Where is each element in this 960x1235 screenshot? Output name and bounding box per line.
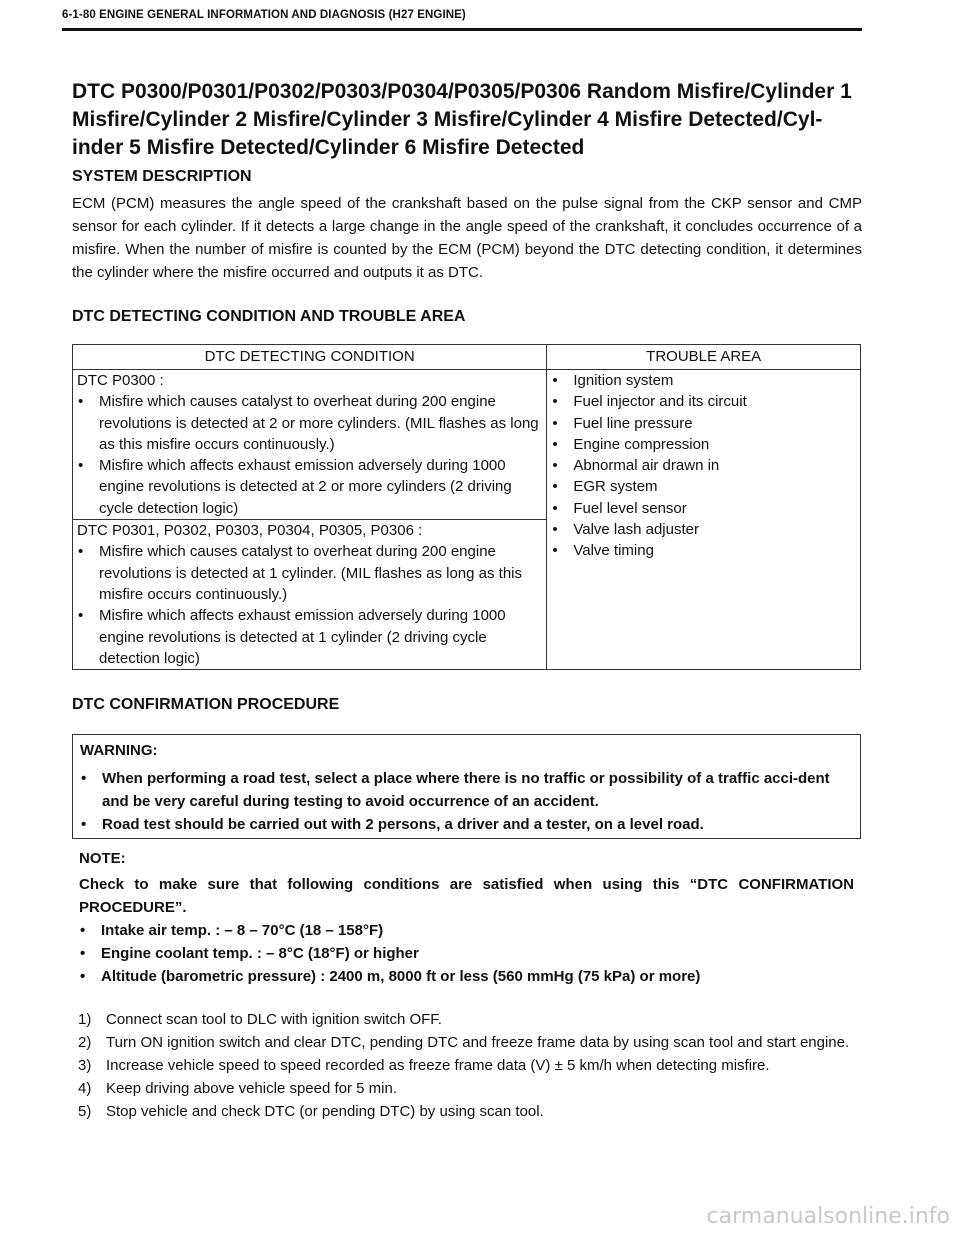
list-item: • Fuel level sensor xyxy=(551,498,856,519)
bullet-icon: • xyxy=(552,372,558,389)
page-title: DTC P0300/P0301/P0302/P0303/P0304/P0305/P0306 Random Misfire/Cylinder 1 Misfire/Cylinder 2 Misfire/Cylinder 3 Misfire/Cylinder 4 Misfire Detected/Cyl-inder 5 Misfire Detected/Cylinder 6 Misfire Detected xyxy=(72,80,852,159)
warning-box xyxy=(72,734,861,839)
list-item: • Altitude (barometric pressure) : 2400 m, 8000 ft or less (560 mmHg (75 kPa) or more) xyxy=(79,965,854,988)
note-list xyxy=(79,919,854,988)
note-text: Check to make sure that following conditions are satisfied when using this “DTC CONFIRMATION PROCEDURE”. xyxy=(79,876,854,917)
list-item: • Engine compression xyxy=(551,434,856,455)
watermark: carmanualsonline.info xyxy=(706,1204,950,1229)
system-description-heading: SYSTEM DESCRIPTION xyxy=(72,168,252,185)
condition-cell-p0301-p0306 xyxy=(73,520,547,670)
list-item: • When performing a road test, select a place where there is no traffic or possibility of a traffic acci-dent and be very careful during testing to avoid occurrence of an accident. xyxy=(80,767,853,813)
confirmation-heading: DTC CONFIRMATION PROCEDURE xyxy=(72,696,340,714)
bullet-icon: • xyxy=(552,393,558,411)
bullet-icon: • xyxy=(80,968,86,986)
page-header-text: 6-1-80 ENGINE GENERAL INFORMATION AND DIAGNOSIS (H27 ENGINE) xyxy=(62,9,466,21)
list-item: • Road test should be carried out with 2 persons, a driver and a tester, on a level road. xyxy=(80,813,853,836)
list-item: • Ignition system xyxy=(551,370,856,391)
bullet-icon: • xyxy=(81,770,87,788)
list-item: • Misfire which affects exhaust emission adversely during 1000 engine revolutions is detected at 2 or more cylinders (2 driving cycle detection logic) xyxy=(78,457,512,517)
bullet-icon: • xyxy=(552,499,558,517)
condition-title: DTC P0301, P0302, P0303, P0304, P0305, P0306 : xyxy=(77,522,423,540)
list-item: • EGR system xyxy=(551,476,856,497)
bullet-icon: • xyxy=(81,816,87,834)
page-header xyxy=(62,9,862,31)
list-item: • Fuel line pressure xyxy=(551,413,856,434)
dtc-table-heading: DTC DETECTING CONDITION AND TROUBLE AREA xyxy=(72,308,466,325)
list-item: • Intake air temp. : – 8 – 70°C (18 – 158°F) xyxy=(79,919,854,942)
list-item: 2) Turn ON ignition switch and clear DTC, pending DTC and freeze frame data by using scan tool and start engine. xyxy=(78,1034,850,1052)
warning-label: WARNING: xyxy=(80,742,158,760)
bullet-icon: • xyxy=(78,543,84,561)
list-item: 5) Stop vehicle and check DTC (or pending DTC) by using scan tool. xyxy=(78,1103,544,1121)
list-item: • Engine coolant temp. : – 8°C (18°F) or higher xyxy=(79,942,854,965)
bullet-icon: • xyxy=(80,922,86,940)
page-content xyxy=(72,78,862,1123)
column-header-trouble-area: TROUBLE AREA xyxy=(547,345,861,370)
note-box xyxy=(72,843,861,988)
note-label: NOTE: xyxy=(79,850,126,868)
bullet-icon: • xyxy=(78,457,84,475)
bullet-icon: • xyxy=(552,521,558,539)
condition-cell-p0300 xyxy=(73,370,547,520)
list-item: 4) Keep driving above vehicle speed for 5 min. xyxy=(78,1080,398,1098)
table-row xyxy=(73,370,861,520)
condition-list xyxy=(77,541,542,669)
bullet-icon: • xyxy=(78,393,84,411)
bullet-icon: • xyxy=(552,414,558,432)
system-description-text: ECM (PCM) measures the angle speed of the crankshaft based on the pulse signal from the CKP sensor and CMP sensor for each cylinder. If it detects a large change in the angle speed of the crankshaft, it concludes occurrence of a misfire. When the number of misfire is counted by the ECM (PCM) beyond the DTC detecting condition, it determines the cylinder where the misfire occurred and outputs it as DTC. xyxy=(72,195,862,281)
bullet-icon: • xyxy=(552,542,558,560)
bullet-icon: • xyxy=(78,607,84,625)
dtc-condition-table xyxy=(72,344,861,670)
list-item: • Abnormal air drawn in xyxy=(551,455,856,476)
list-item: 3) Increase vehicle speed to speed recorded as freeze frame data (V) ± 5 km/h when detecting misfire. xyxy=(78,1057,770,1075)
procedure-steps xyxy=(78,1008,861,1123)
condition-list xyxy=(77,391,542,519)
list-item: • Misfire which affects exhaust emission adversely during 1000 engine revolutions is detected at 1 cylinder (2 driving cycle detection logic) xyxy=(78,607,506,667)
bullet-icon: • xyxy=(552,478,558,496)
bullet-icon: • xyxy=(552,457,558,475)
trouble-area-cell xyxy=(547,370,861,670)
column-header-condition: DTC DETECTING CONDITION xyxy=(73,345,547,370)
list-item: • Misfire which causes catalyst to overheat during 200 engine revolutions is detected at 1 cylinder. (MIL flashes as long as this misfire occurs continuously.) xyxy=(78,543,522,603)
list-item: • Valve timing xyxy=(551,540,856,561)
list-item: • Fuel injector and its circuit xyxy=(551,391,856,412)
bullet-icon: • xyxy=(552,435,558,453)
list-item: • Valve lash adjuster xyxy=(551,519,856,540)
table-header-row xyxy=(73,345,861,370)
trouble-area-list xyxy=(551,370,856,562)
warning-list xyxy=(80,767,853,836)
list-item: 1) Connect scan tool to DLC with ignition switch OFF. xyxy=(78,1011,442,1029)
bullet-icon: • xyxy=(80,945,86,963)
list-item: • Misfire which causes catalyst to overheat during 200 engine revolutions is detected at 2 or more cylinders. (MIL flashes as long as this misfire occurs continuously.) xyxy=(78,393,539,453)
condition-title: DTC P0300 : xyxy=(77,372,164,389)
